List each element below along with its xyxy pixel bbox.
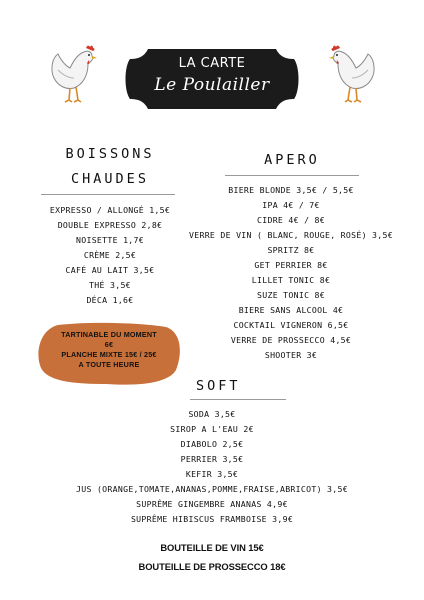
page-title: LA CARTE [178,56,246,71]
section-divider [41,194,175,195]
hen-illustration-left [44,40,100,108]
list-item: COCKTAIL VIGNERON 6,5€ [233,320,349,330]
list-item: DOUBLE EXPRESSO 2,8€ [57,220,163,230]
promo-line: A TOUTE HEURE [78,360,140,369]
header-plaque [118,43,306,115]
hen-illustration-right [326,40,382,108]
section-divider [225,175,359,176]
bottles-list [80,538,344,576]
list-item: CRÈME 2,5€ [83,250,137,260]
section-heading-chaudes: CHAUDES [71,171,149,187]
list-item: BOUTEILLE DE PROSSECCO 18€ [138,561,286,572]
list-item: CAFÉ AU LAIT 3,5€ [65,265,155,275]
list-item: NOISETTE 1,7€ [76,235,144,245]
list-item: CIDRE 4€ / 8€ [257,215,325,225]
list-item: SPRITZ 8€ [267,245,315,255]
boissons-list [30,203,190,308]
list-item: EXPRESSO / ALLONGÉ 1,5€ [49,205,171,215]
promo-line: PLANCHE MIXTE 15€ / 25€ [61,350,157,359]
list-item: BIERE BLONDE 3,5€ / 5,5€ [228,185,354,195]
list-item: SODA 3,5€ [188,409,236,419]
list-item: KEFIR 3,5€ [185,469,239,479]
promo-line: TARTINABLE DU MOMENT [61,330,157,339]
promo-line: 6€ [104,340,114,349]
section-heading-apero: APERO [264,152,320,168]
list-item: BIERE SANS ALCOOL 4€ [238,305,344,315]
list-item: BOUTEILLE DE VIN 15€ [160,542,264,553]
list-item: SIROP A L'EAU 2€ [170,424,254,434]
apero-list [180,183,402,363]
list-item: SUPRÊME GINGEMBRE ANANAS 4,9€ [136,499,288,509]
list-item: THÉ 3,5€ [89,280,131,290]
list-item: GET PERRIER 8€ [254,260,328,270]
soft-list [20,407,404,527]
section-divider [190,399,286,400]
promo-badge [36,322,182,386]
list-item: SHOOTER 3€ [264,350,318,360]
section-heading-soft: SOFT [196,378,241,394]
list-item: JUS (ORANGE,TOMATE,ANANAS,POMME,FRAISE,ABRICOT) 3,5€ [76,484,348,494]
list-item: IPA 4€ / 7€ [262,200,320,210]
list-item: LILLET TONIC 8€ [251,275,331,285]
list-item: SUZE TONIC 8€ [257,290,325,300]
page-subtitle: Le Poulailler [154,75,270,95]
list-item: SUPRÊME HIBISCUS FRAMBOISE 3,9€ [130,514,294,524]
list-item: PERRIER 3,5€ [180,454,244,464]
list-item: DIABOLO 2,5€ [180,439,244,449]
list-item: VERRE DE VIN ( BLANC, ROUGE, ROSÉ) 3,5€ [189,230,393,240]
list-item: VERRE DE PROSSECCO 4,5€ [230,335,352,345]
list-item: DÉCA 1,6€ [86,295,134,305]
section-heading-boissons: BOISSONS [65,146,155,162]
